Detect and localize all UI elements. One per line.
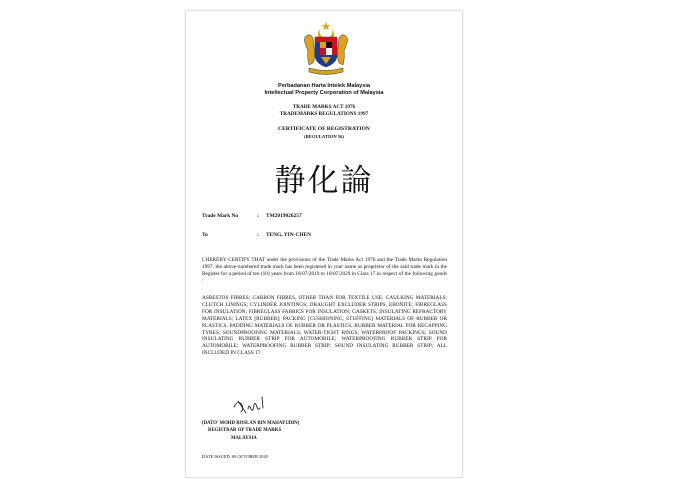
trade-mark-no-value: TM2019026257 bbox=[266, 213, 302, 219]
malaysia-coat-of-arms-emblem bbox=[301, 21, 351, 77]
trademark-characters: 静化論 bbox=[274, 163, 374, 199]
act-heading: TRADE MARKS ACT 1976 bbox=[292, 104, 356, 110]
to-label: To bbox=[202, 232, 208, 238]
registrar-signature bbox=[232, 393, 276, 417]
signatory-name: (DATO' MOHD ROSLAN BIN MAHAYUDIN) bbox=[202, 421, 300, 426]
goods-list-paragraph: ASBESTOS FIBRES; CARBON FIBRES, OTHER THAN FOR TEXTILE USE; CAULKING MATERIALS; CLUTCH LININGS; CYLINDER JOINTINGS; DRAUGHT EXCLUDER STRIPS; EBONITE; FIBREGLASS FOR INSULATION; FIBREGLASS FABRICS FOR INSULATION; GASKETS; INSULATING REFRACTORY MATERIALS; LATEX [RUBBER]; PACKING [CUSHIONING, STUFFING] MATERIALS OF RUBBER OR PLASTICS; PADDING MATERIALS OF RUBBER OR PLASTICS; RUBBER MATERIAL FOR RECAPPING TYRES; SOUNDPROOFING MATERIALS; WATER-TIGHT RINGS; WATERPROOF PACKINGS; SOUND INSULATING RUBBER STRIP FOR AUTOMOBILE; WATERPROOFING RUBBER STRIP FOR AUTOMOBILE; WATERPROOFING RUBBER STRIP; SOUND INSULATING RUBBER STRIP; ALL INCLUDED IN CLASS 17. bbox=[202, 295, 447, 357]
regulations-heading: TRADEMARKS REGULATIONS 1997 bbox=[279, 111, 369, 117]
to-colon: : bbox=[257, 232, 259, 238]
date-issued: DATE ISSUED: 08 OCTOBER 2020 bbox=[202, 454, 268, 459]
signatory-title: REGISTRAR OF TRADE MARKS bbox=[208, 428, 282, 433]
certification-paragraph: I HEREBY CERTIFY THAT under the provisions of the Trade Marks Act 1976 and the Trade Marks Regulation 1997, the above-numbered trade mark has been registered in your name as proprietor of the said trade mark in the Register for a period of ten (10) years from 18/07/2019 to 18/07/2029 in Class 17 in respect of the following goods : bbox=[202, 257, 447, 284]
signatory-country: MALAYSIA bbox=[231, 436, 257, 441]
to-value: TENG, YIN-CHEN bbox=[266, 232, 312, 238]
org-name-english: Intellectual Property Corporation of Malaysia bbox=[264, 90, 384, 96]
trade-mark-no-colon: : bbox=[257, 213, 259, 219]
regulation-note: (REGULATION 56) bbox=[304, 134, 344, 139]
certificate-title: CERTIFICATE OF REGISTRATION bbox=[278, 126, 370, 132]
trade-mark-no-label: Trade Mark No bbox=[202, 213, 239, 219]
certificate-page bbox=[185, 10, 463, 478]
org-name-malay: Perbadanan Harta Intelek Malaysia bbox=[277, 83, 371, 89]
